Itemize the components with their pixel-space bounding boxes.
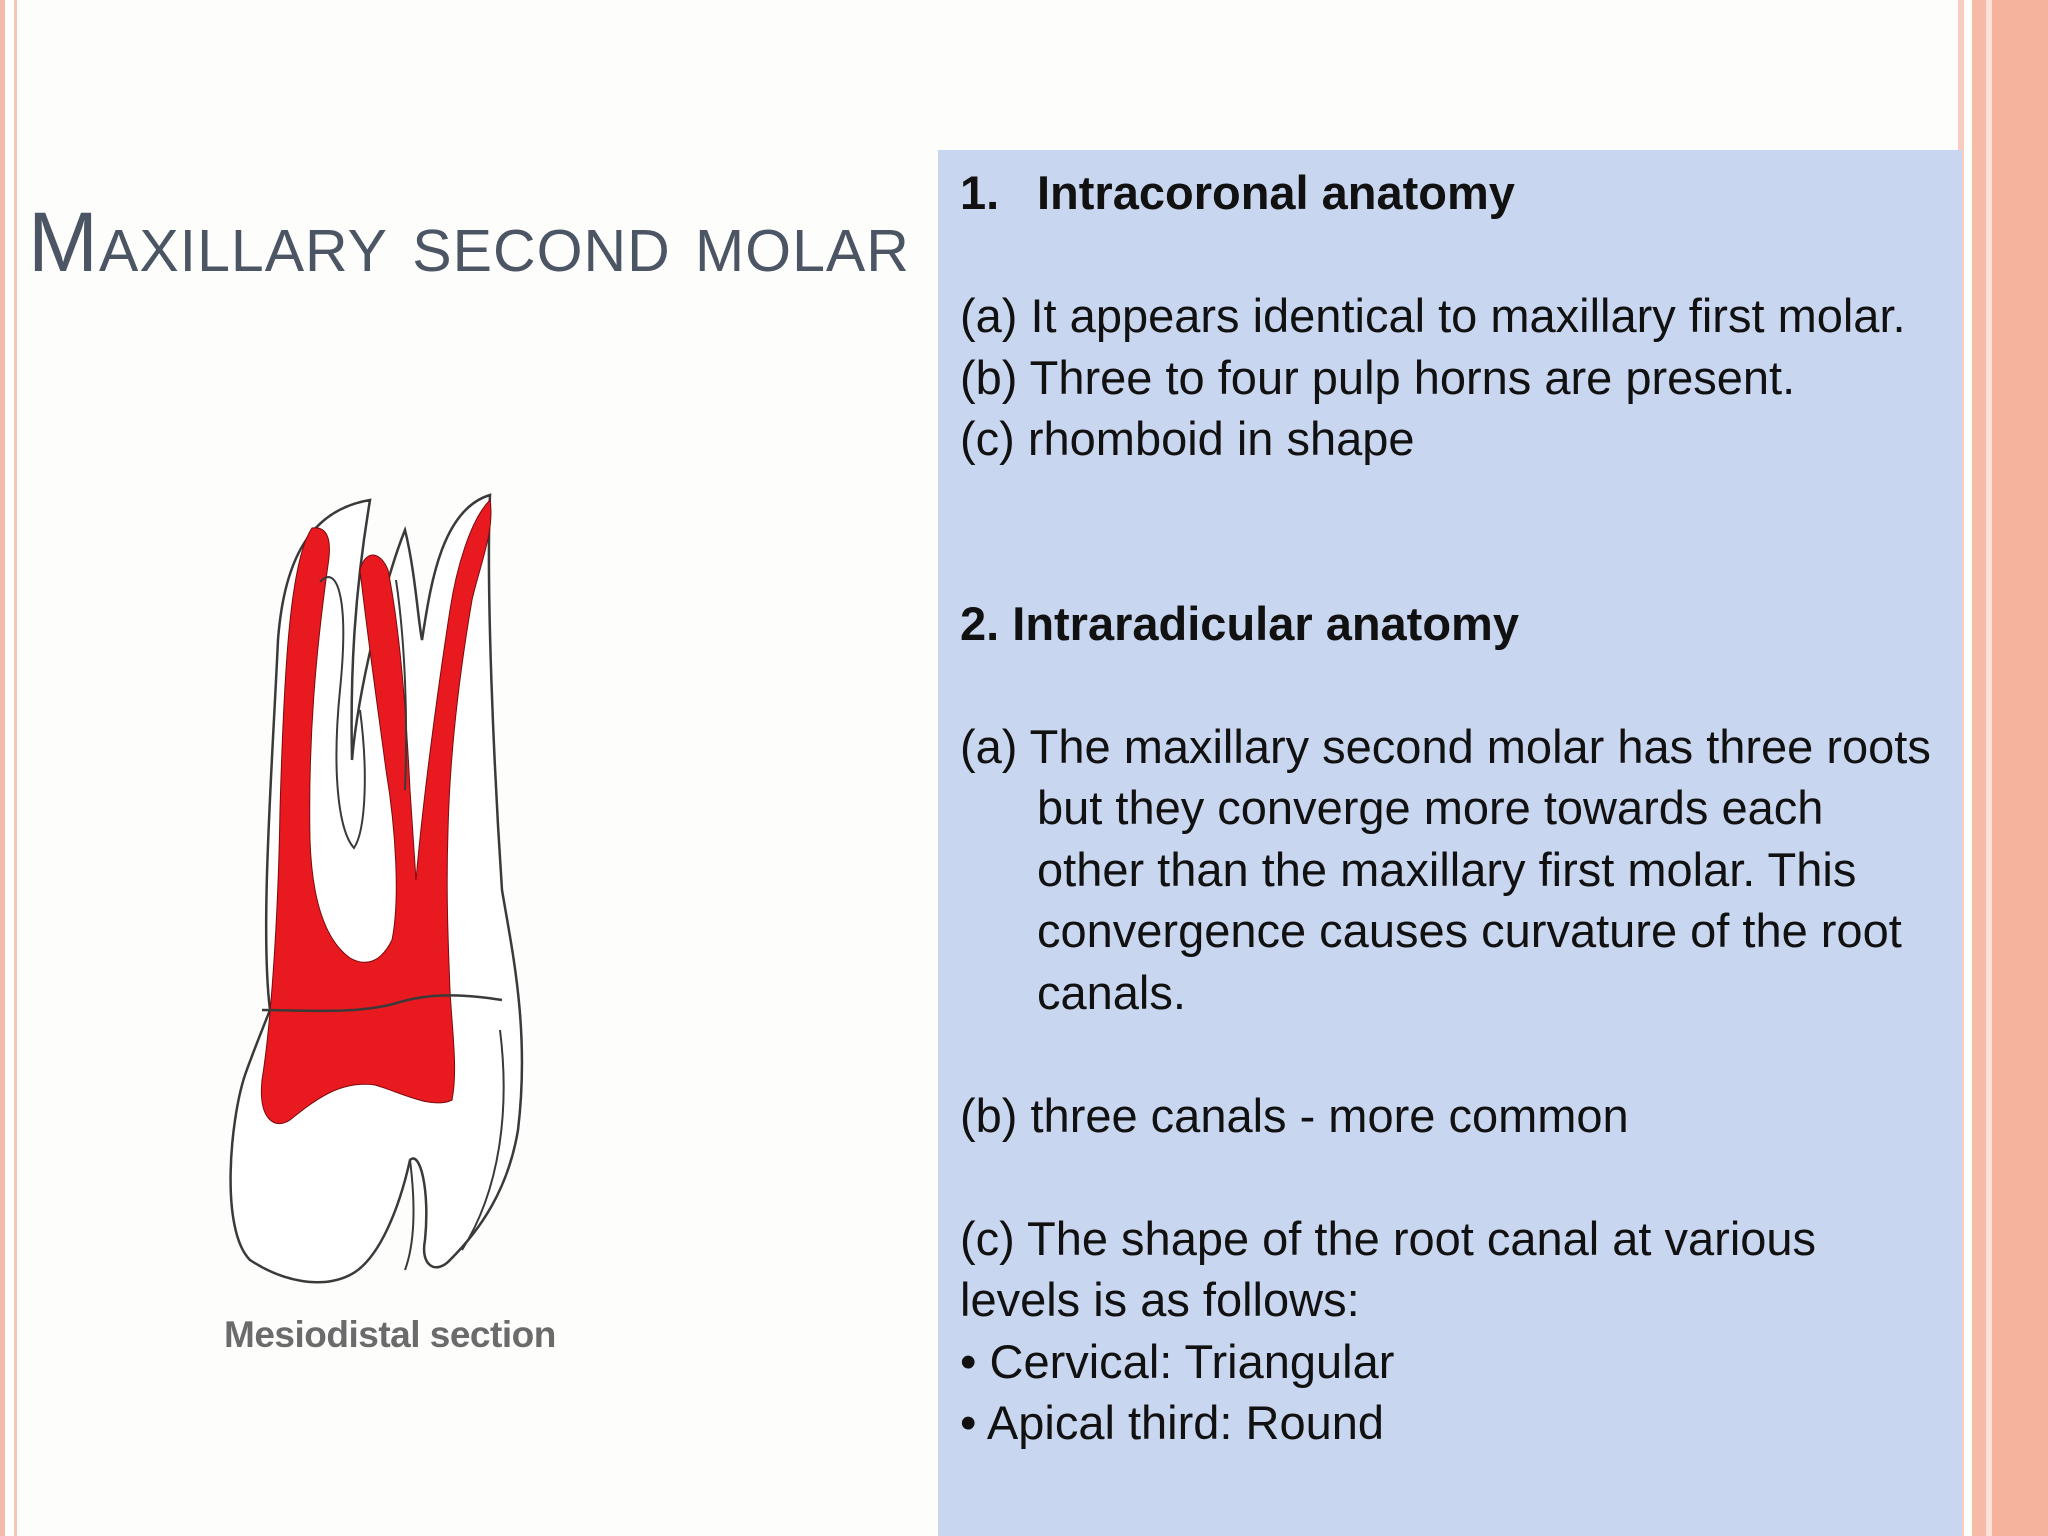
spacer	[960, 1023, 1942, 1085]
section2-bullet-apical: • Apical third: Round	[960, 1396, 1385, 1449]
text-panel	[938, 150, 1962, 1536]
section2-item-a: (a) The maxillary second molar has three roots but they converge more towards each other than the maxillary first molar. This convergence causes curvature of the root canals.	[960, 719, 1931, 1019]
section2-item-b: (b) three canals - more common	[960, 1088, 1629, 1142]
spacer	[960, 1146, 1942, 1208]
tooth-section-illustration	[200, 470, 660, 1370]
figure-caption: Mesiodistal section	[224, 1314, 556, 1355]
section2-heading: 2. Intraradicular anatomy	[960, 596, 1519, 650]
slide-border-left-inner	[14, 0, 17, 1536]
section1-item-a: (a) It appears identical to maxillary first molar.	[960, 289, 1906, 342]
slide-border-left-outer	[0, 0, 5, 1536]
section1-heading	[960, 162, 1942, 224]
spacer	[960, 470, 1942, 593]
slide-border-right-4	[1992, 0, 2048, 1536]
spacer	[960, 224, 1942, 286]
section1-number: 1.	[960, 166, 1000, 219]
slide-border-right-2	[1972, 0, 1986, 1536]
slide-title: Maxillary second molar	[28, 195, 910, 289]
section1-item-c: (c) rhomboid in shape	[960, 412, 1415, 465]
section1-item-b: (b) Three to four pulp horns are present.	[960, 350, 1796, 404]
tooth-figure	[200, 470, 660, 1370]
spacer	[960, 654, 1942, 716]
section2-bullet-cervical: • Cervical: Triangular	[960, 1334, 1395, 1388]
section2-item-c: (c) The shape of the root canal at various levels is as follows:	[960, 1211, 1817, 1326]
section1-heading-text: Intracoronal anatomy	[1037, 166, 1515, 219]
